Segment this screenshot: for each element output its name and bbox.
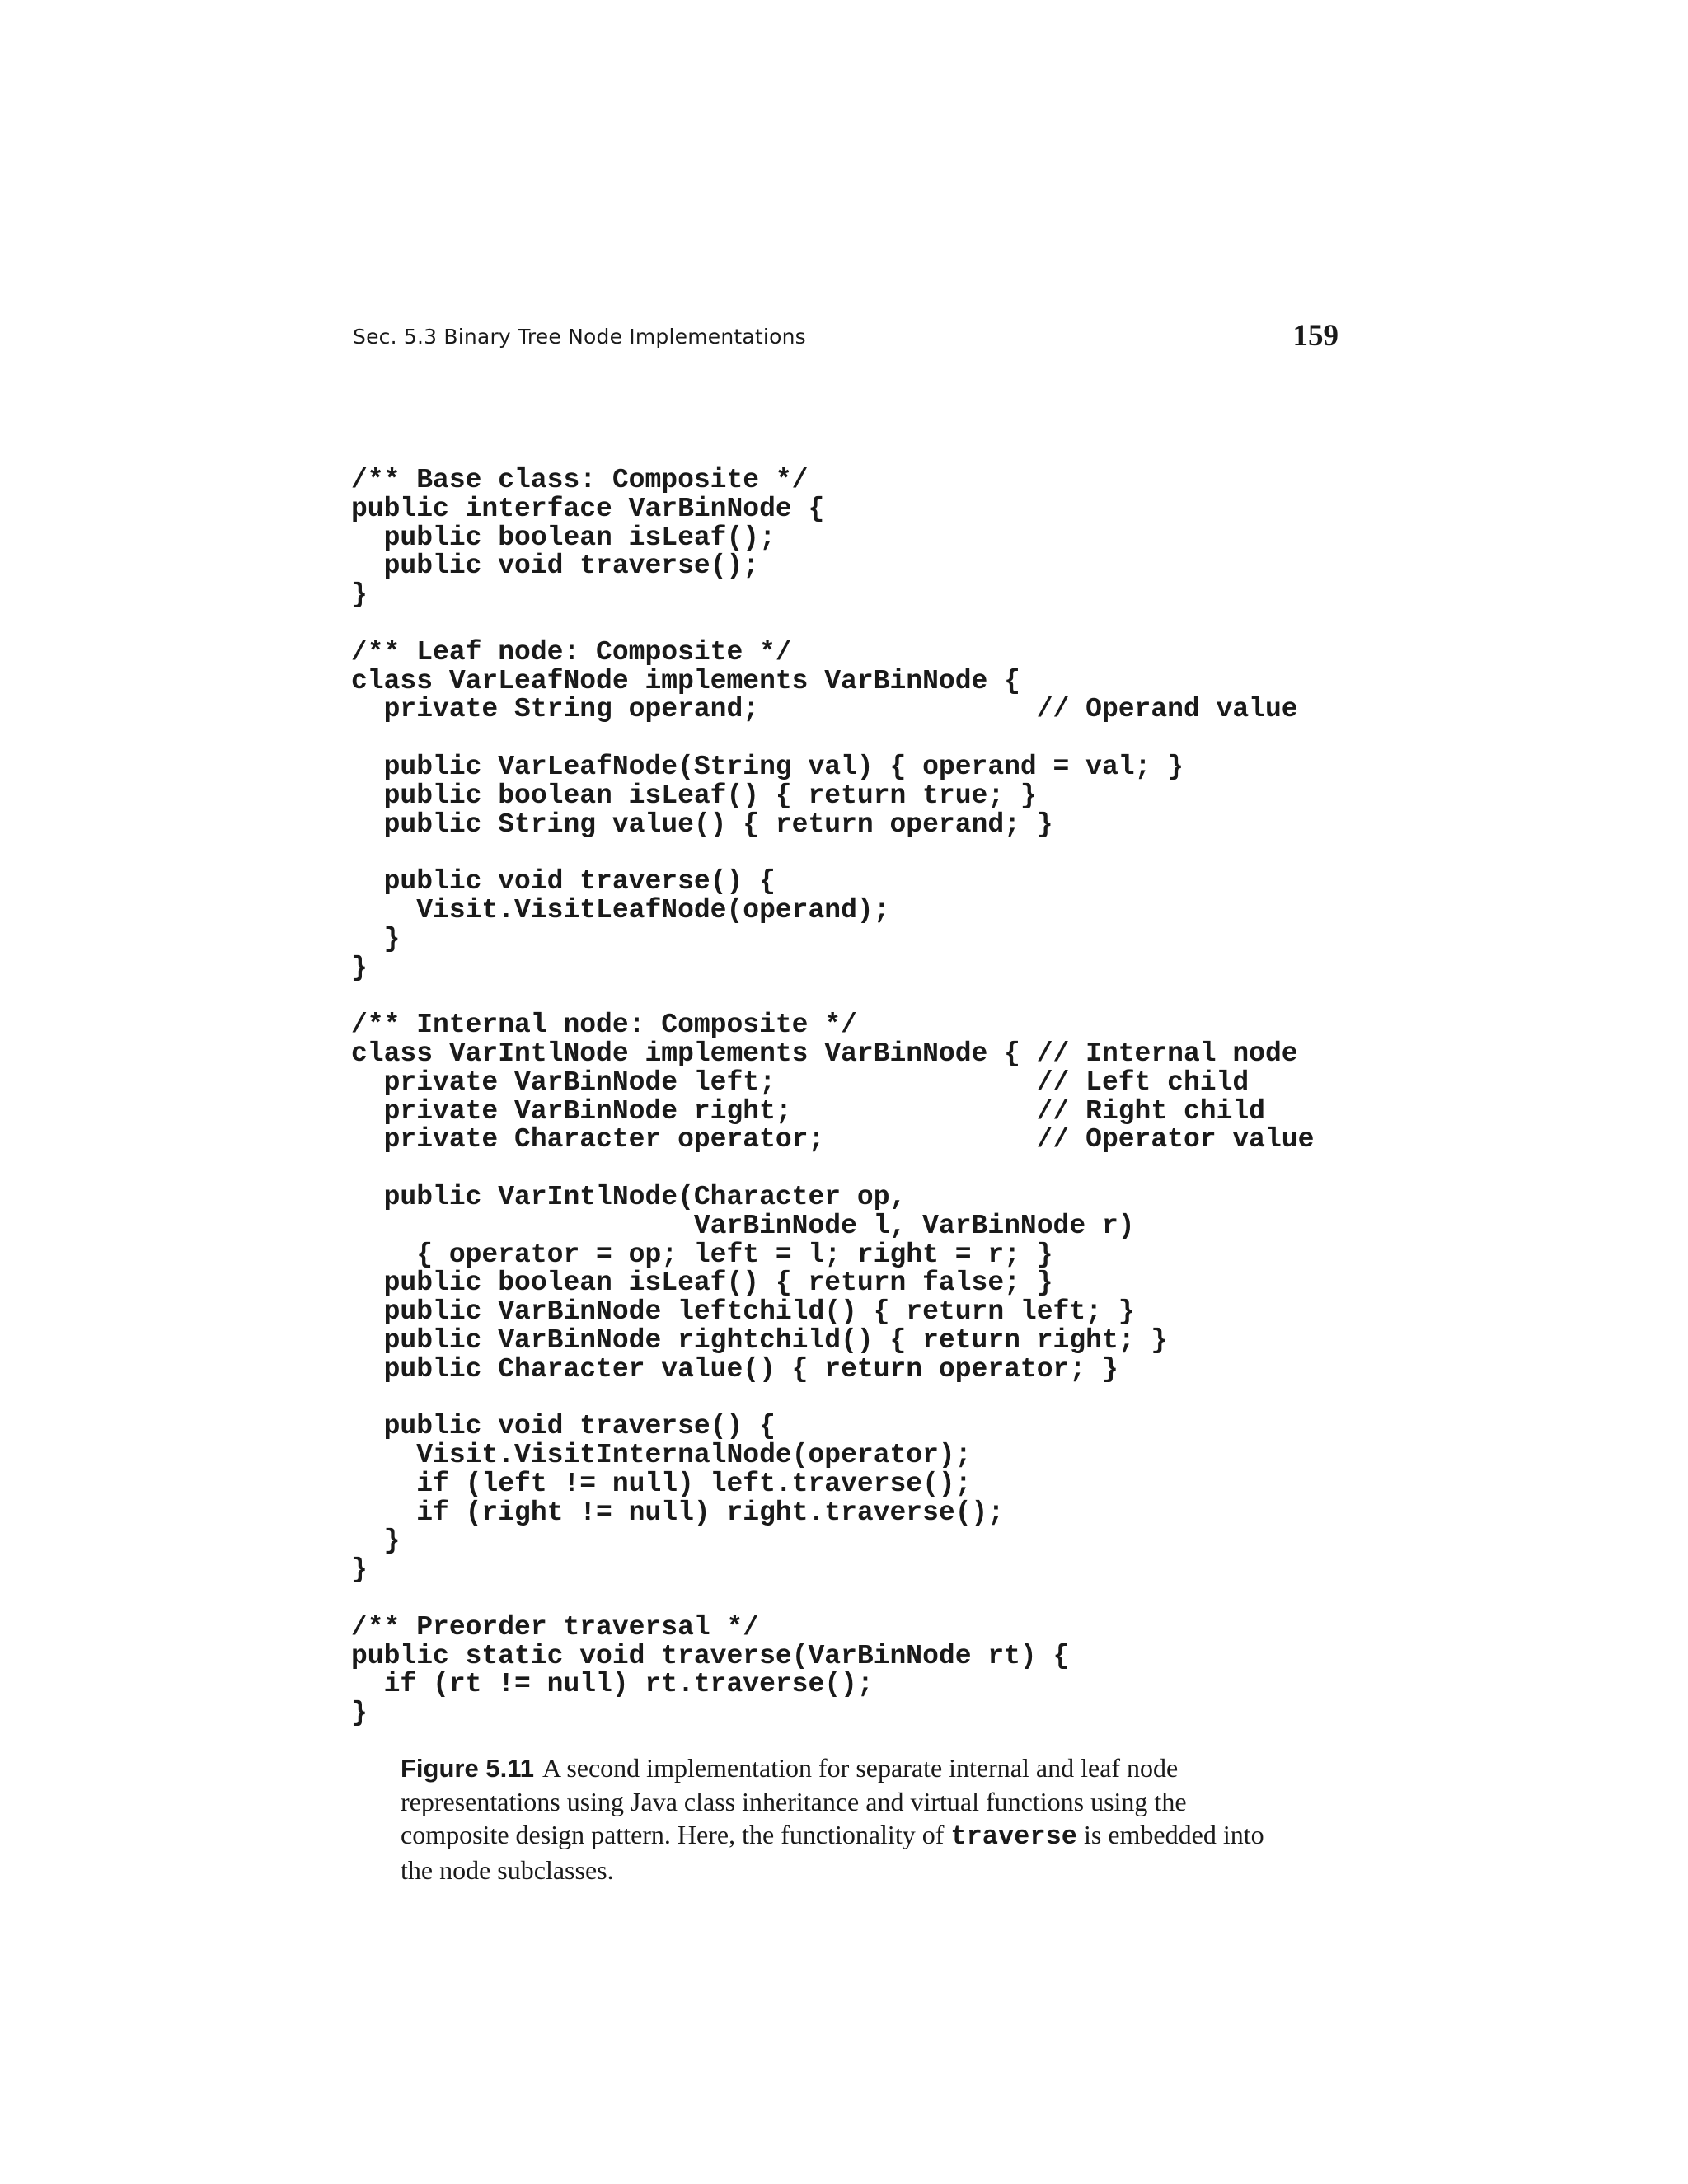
code-line: /** Leaf node: Composite */: [351, 636, 792, 668]
code-line: /** Internal node: Composite */: [351, 1010, 857, 1041]
code-listing: [351, 466, 1314, 1728]
code-line: }: [351, 1526, 401, 1557]
code-line: }: [351, 1554, 368, 1586]
code-line: public interface VarBinNode {: [351, 493, 825, 524]
caption-code-term: traverse: [950, 1821, 1077, 1852]
code-line: public VarLeafNode(String val) { operand = val; }: [351, 751, 1184, 782]
code-line: public VarBinNode rightchild() { return right; }: [351, 1324, 1168, 1356]
code-line: [351, 1585, 1314, 1614]
page-number: 159: [1292, 319, 1339, 353]
code-line: private String operand; // Operand value: [351, 694, 1298, 725]
code-line: public String value() { return operand; }: [351, 808, 1053, 840]
section-title: Sec. 5.3 Binary Tree Node Implementations: [353, 325, 806, 349]
code-line: public VarIntlNode(Character op,: [351, 1181, 907, 1212]
code-line: public VarBinNode leftchild() { return left; }: [351, 1296, 1135, 1328]
code-line: [351, 610, 1314, 639]
code-line: if (rt != null) rt.traverse();: [351, 1669, 874, 1700]
code-line: public void traverse();: [351, 551, 760, 582]
code-line: Visit.VisitLeafNode(operand);: [351, 894, 890, 926]
code-line: public void traverse() {: [351, 1411, 776, 1442]
code-line: [351, 1385, 1314, 1413]
figure-caption: [401, 1751, 1291, 1886]
code-line: [351, 982, 1314, 1011]
code-line: /** Preorder traversal */: [351, 1611, 760, 1643]
code-line: private VarBinNode left; // Left child: [351, 1066, 1250, 1098]
code-line: [351, 724, 1314, 753]
code-line: public boolean isLeaf();: [351, 522, 776, 553]
code-line: [351, 839, 1314, 868]
code-line: [351, 1155, 1314, 1183]
caption-text: A second implementation for separate internal and leaf node representations using Java class inheritance and virtual functions using the composite design pattern. Here, the functionality of: [401, 1753, 1187, 1849]
code-line: }: [351, 1698, 368, 1729]
code-line: private VarBinNode right; // Right child: [351, 1095, 1265, 1127]
code-line: public boolean isLeaf() { return true; }: [351, 780, 1037, 811]
code-line: /** Base class: Composite */: [351, 465, 809, 495]
code-line: { operator = op; left = l; right = r; }: [351, 1239, 1053, 1270]
code-line: public static void traverse(VarBinNode rt) {: [351, 1640, 1070, 1671]
code-line: class VarLeafNode implements VarBinNode {: [351, 665, 1020, 696]
code-line: Visit.VisitInternalNode(operator);: [351, 1440, 972, 1471]
code-line: }: [351, 579, 368, 611]
code-line: if (right != null) right.traverse();: [351, 1497, 1005, 1528]
code-line: }: [351, 923, 401, 954]
running-header: [353, 318, 1339, 359]
code-line: public boolean isLeaf() { return false; }: [351, 1268, 1053, 1299]
code-line: class VarIntlNode implements VarBinNode { // Internal node: [351, 1038, 1298, 1069]
figure-label: Figure 5.11: [401, 1754, 534, 1783]
code-line: }: [351, 952, 368, 983]
code-line: private Character operator; // Operator value: [351, 1124, 1315, 1155]
code-line: if (left != null) left.traverse();: [351, 1468, 972, 1499]
caption-text-end: is embedded into the node subclasses.: [401, 1820, 1264, 1885]
code-line: VarBinNode l, VarBinNode r): [351, 1210, 1135, 1241]
code-line: public Character value() { return operator; }: [351, 1353, 1118, 1385]
code-line: public void traverse() {: [351, 866, 776, 898]
